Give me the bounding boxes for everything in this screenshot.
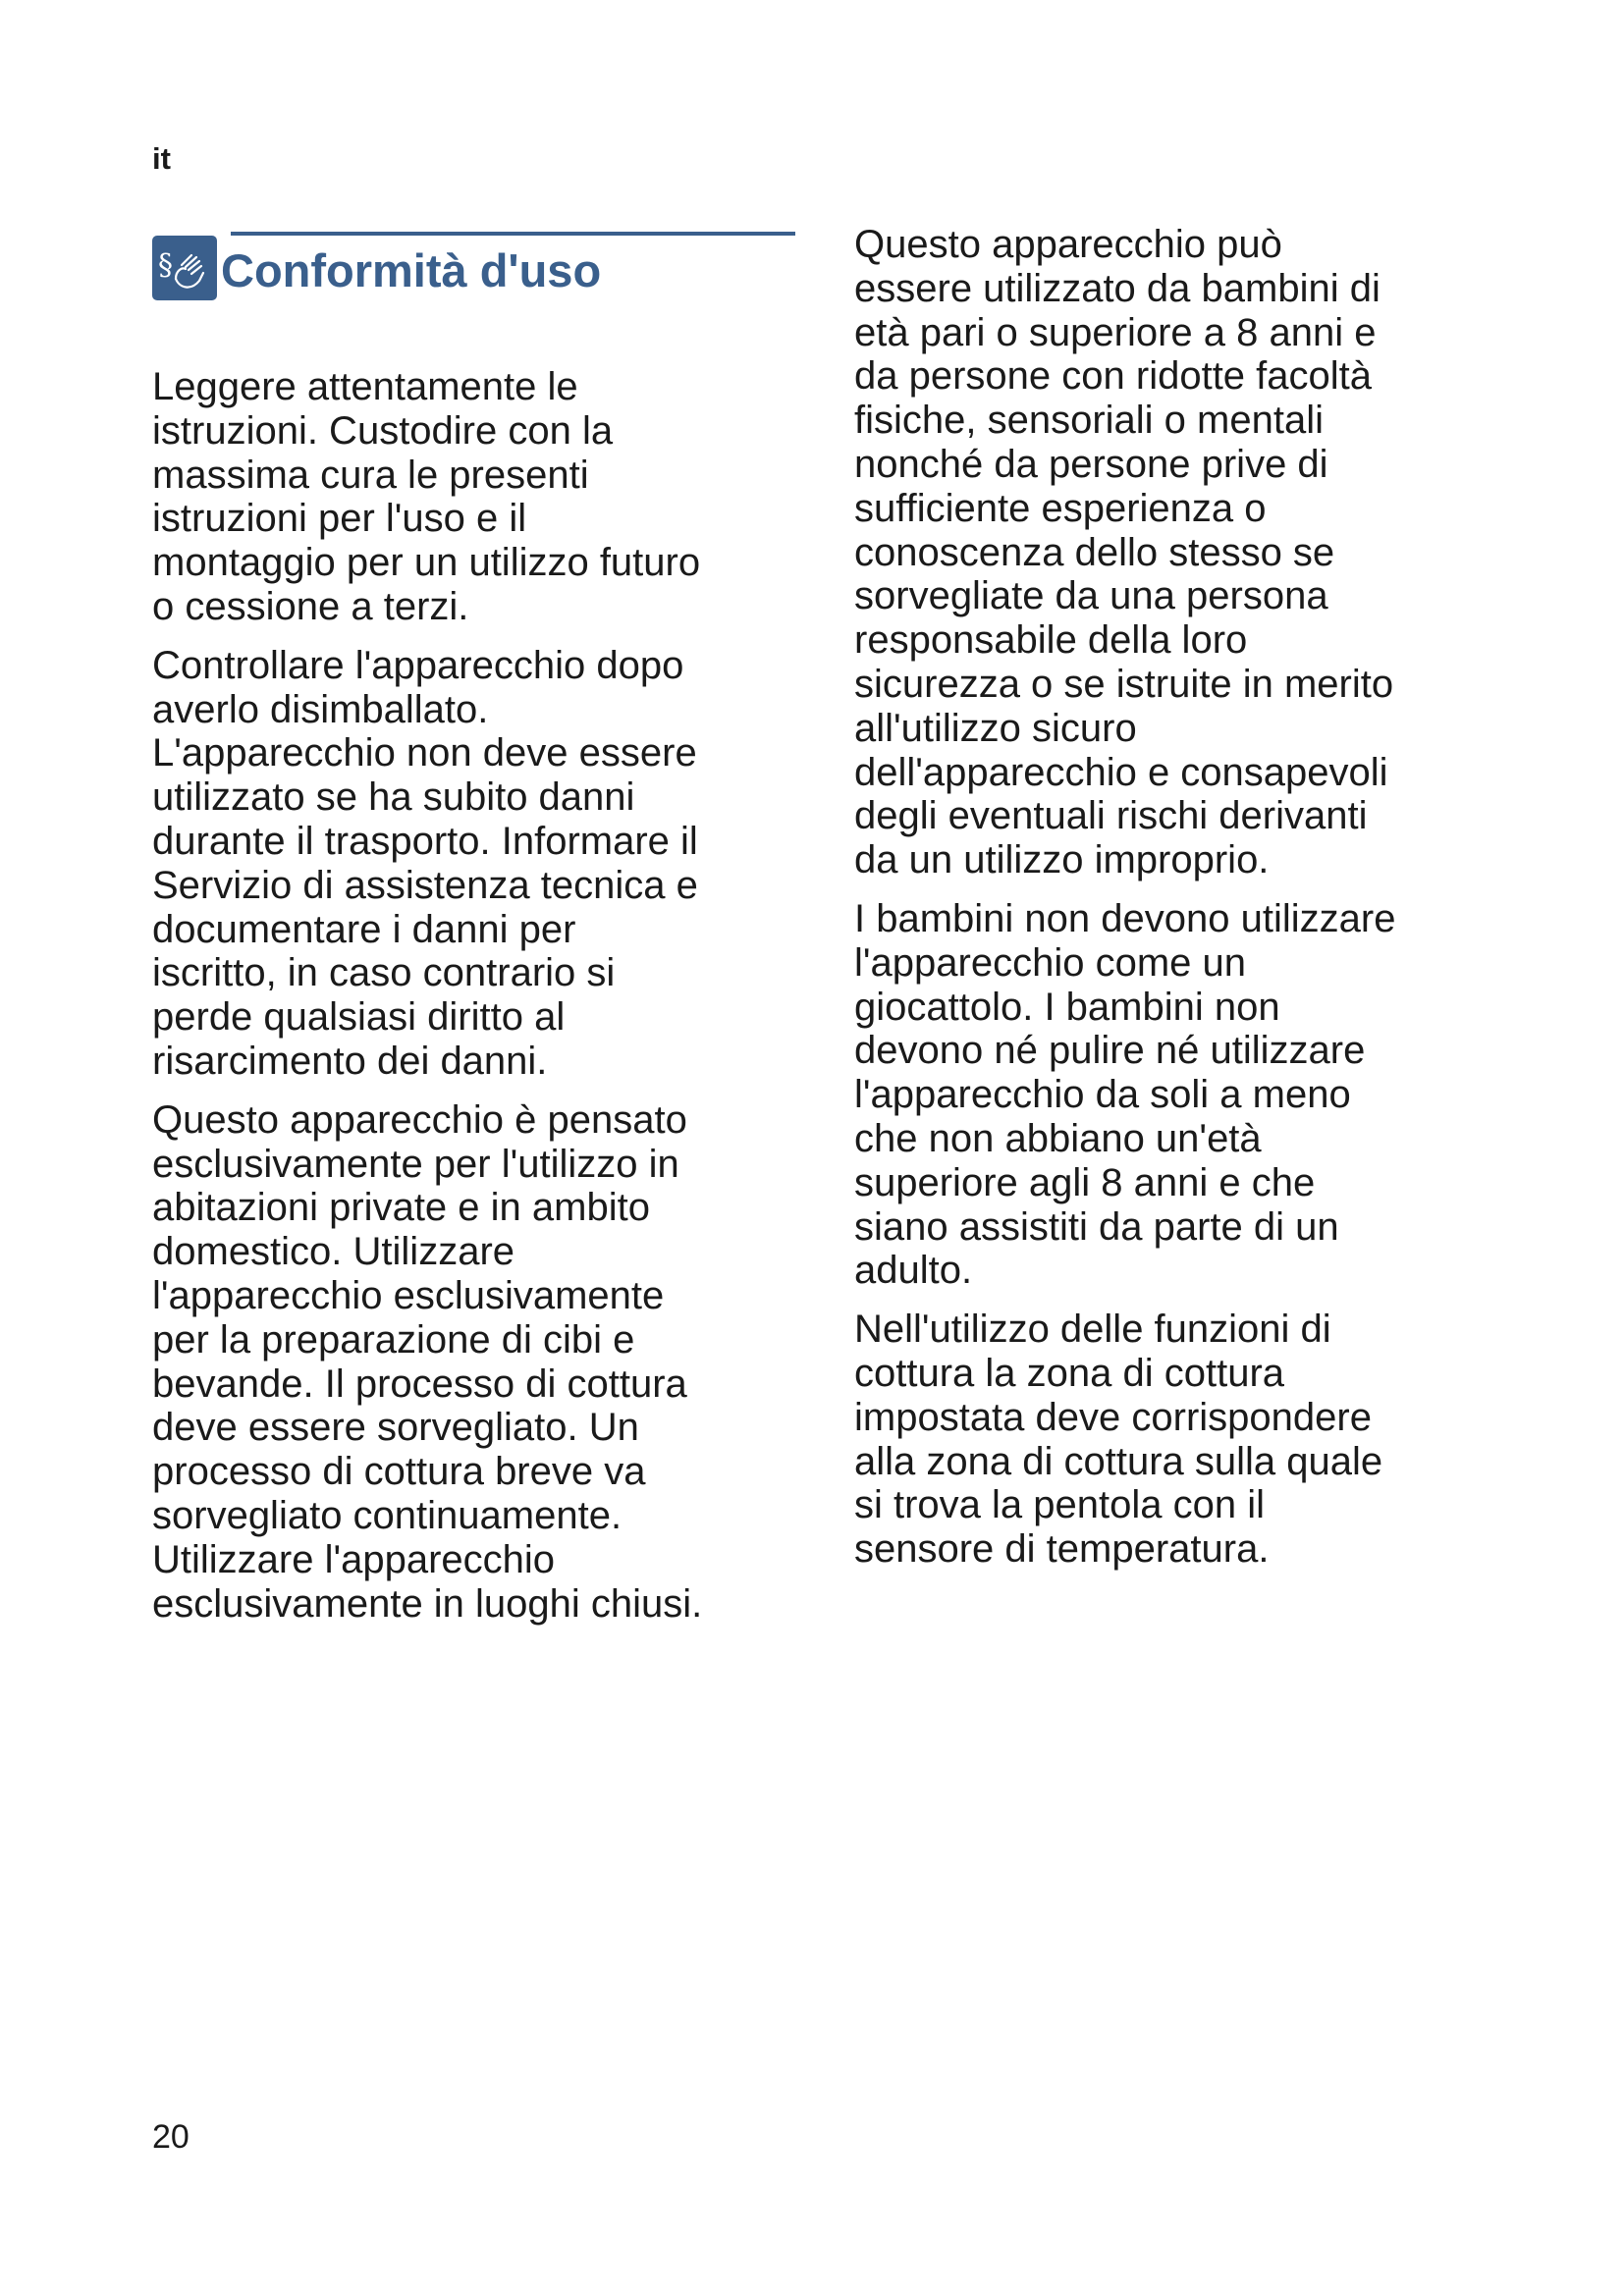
paragraph-hand-icon (152, 236, 217, 300)
language-tag: it (152, 141, 171, 176)
paragraph-instructions: Leggere attentamente le istruzioni. Custodire con la massima cura le presenti istruzioni per l'uso e il montaggio per un utilizzo futuro o cessione a terzi. (152, 365, 701, 628)
paragraph-children: I bambini non devono utilizzare l'apparecchio come un giocattolo. I bambini non devono né pulire né utilizzare l'apparecchio da soli a meno che non abbiano un'età superiore agli 8 anni e che siano assistiti da parte di un adulto. (854, 896, 1396, 1293)
page-number: 20 (152, 2118, 189, 2156)
paragraph-intended-use: Questo apparecchio è pensato esclusivamente per l'utilizzo in abitazioni private e in ambito domestico. Utilizzare l'apparecchio esclusivamente per la preparazione di cibi e bevande. Il processo di cottura deve essere sorvegliato. Un processo di cottura breve va sorvegliato continuamente. Utilizzare l'apparecchio esclusivamente in luoghi chiusi. (152, 1097, 703, 1626)
section-header (152, 232, 795, 300)
right-column (854, 223, 1492, 1586)
paragraph-persons-capabilities: Questo apparecchio può essere utilizzato da bambini di età pari o superiore a 8 anni e da persone con ridotte facoltà fisiche, sensoriali o mentali nonché da persone prive di sufficiente esperienza o conoscenza dello stesso se sorvegliate da una persona responsabile della loro sicurezza o se istruite in merito all'utilizzo sicuro dell'apparecchio e consapevoli degli eventuali rischi derivanti da un utilizzo improprio. (854, 223, 1394, 882)
svg-text:§: § (158, 248, 173, 283)
left-column (152, 365, 800, 1640)
section-title: Conformità d'uso (221, 244, 602, 296)
header-rule (231, 232, 795, 236)
paragraph-cooking-zone: Nell'utilizzo delle funzioni di cottura la zona di cottura impostata deve corrispondere alla zona di cottura sulla quale si trova la pentola con il sensore di temperatura. (854, 1308, 1383, 1572)
paragraph-inspection: Controllare l'apparecchio dopo averlo disimballato. L'apparecchio non deve essere utilizzato se ha subito danni durante il trasporto. Informare il Servizio di assistenza tecnica e documentare i danni per iscritto, in caso contrario si perde qualsiasi diritto al risarcimento dei danni. (152, 643, 698, 1083)
